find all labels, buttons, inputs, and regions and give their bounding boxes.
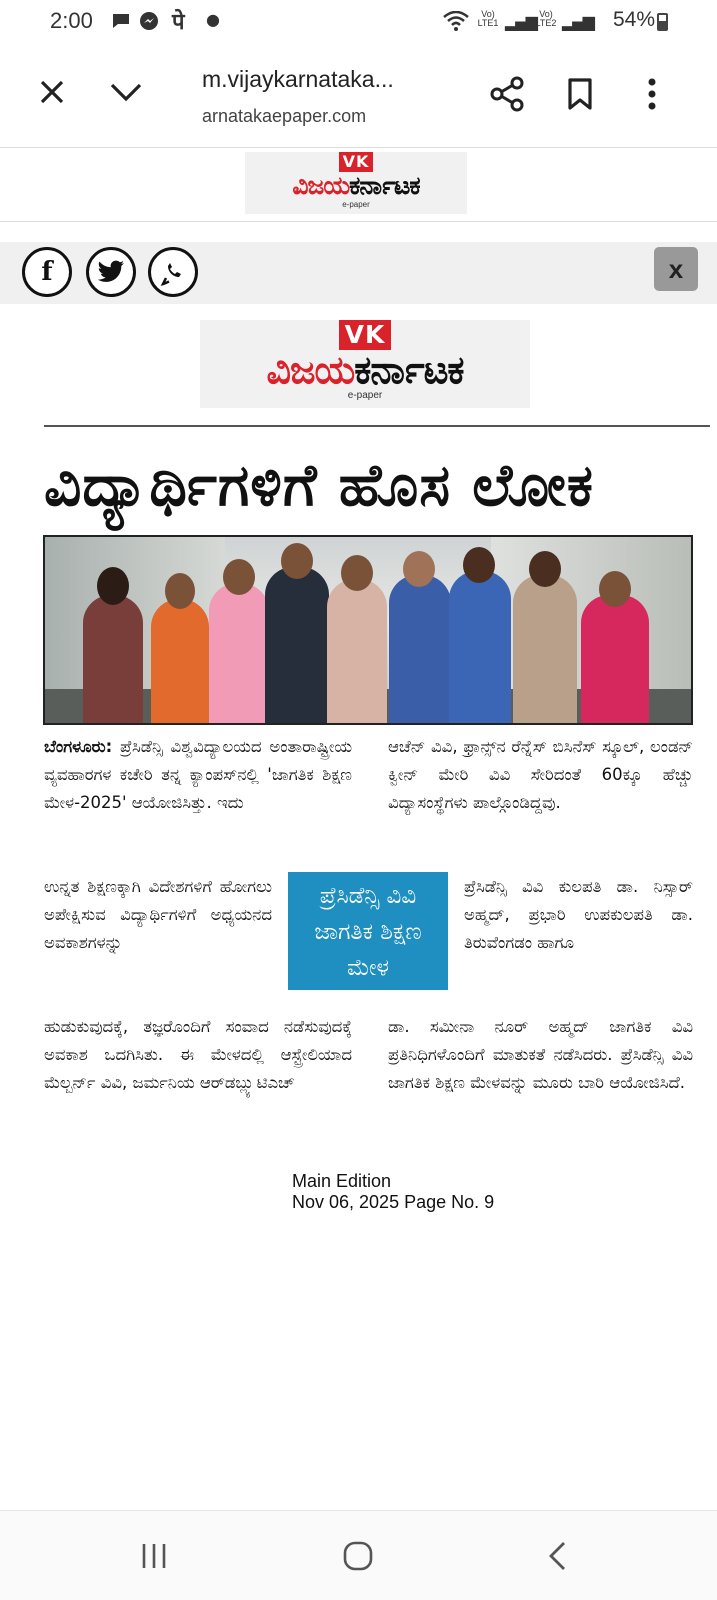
col2-para-3: ಡಾ. ಸಮೀನಾ ನೂರ್ ಅಹ್ಮದ್ ಜಾಗತಿಕ ವಿವಿ ಪ್ರತಿನಿಧಿಗಳೊಂದಿಗೆ ಮಾತುಕತೆ ನಡೆಸಿದರು. ಪ್ರೆಸಿಡೆನ್ಸಿ ವಿವಿ ಜಾಗತಿಕ ಶಿಕ್ಷಣ ಮೇಳವನ್ನು ಮೂರು ಬಾರಿ ಆಯೋಜಿಸಿದೆ.: [388, 1017, 693, 1092]
status-bar: [0, 0, 717, 42]
signal-sim2-icon: ▂▄▆: [562, 12, 593, 31]
share-bar: [0, 242, 717, 304]
person-2: [151, 599, 209, 723]
dateline: ಬೆಂಗಳೂರು:: [44, 737, 113, 756]
more-vert-icon[interactable]: [640, 74, 664, 114]
site-logo[interactable]: [245, 152, 467, 214]
chat-bubble-icon: [110, 10, 132, 32]
person-7-head: [463, 547, 495, 583]
person-8-head: [529, 551, 561, 587]
person-4-head: [281, 543, 313, 579]
close-icon[interactable]: [32, 72, 72, 112]
home-icon[interactable]: [336, 1533, 380, 1579]
status-time: 2:00: [50, 8, 93, 33]
pullquote-line-3: ಮೇಳ: [347, 955, 389, 981]
article-logo-name: [200, 350, 530, 390]
person-5: [327, 579, 387, 723]
sim2-label: Vo) LTE2: [535, 9, 557, 28]
edition-name: Main Edition: [292, 1171, 392, 1191]
col1-para-2: ಉನ್ನತ ಶಿಕ್ಷಣಕ್ಕಾಗಿ ವಿದೇಶಗಳಿಗೆ ಹೋಗಲು ಅಪೇಕ್ಷಿಸುವ ವಿದ್ಯಾರ್ಥಿಗಳಿಗೆ ಅಧ್ಯಯನದ ಅವಕಾಶಗಳನ್ನು: [44, 877, 272, 952]
share-icon[interactable]: [487, 74, 527, 114]
phonepe-icon: पे: [172, 10, 189, 35]
article-column-2-bottom: [388, 1013, 693, 1097]
person-4: [265, 567, 329, 723]
col1-text-1: ಪ್ರೆಸಿಡೆನ್ಸಿ ವಿಶ್ವವಿದ್ಯಾಲಯದ ಅಂತಾರಾಷ್ಟ್ರೀಯ ವ್ಯವಹಾರಗಳ ಕಚೇರಿ ತನ್ನ ಕ್ಯಾಂಪಸ್‌ನಲ್ಲಿ 'ಜಾಗತಿಕ ಶಿಕ್ಷಣ ಮೇಳ-2025' ಆಯೋಜಿಸಿತ್ತು. ಇದು: [44, 737, 352, 812]
logo-name-black: ಕರ್ನಾಟಕ: [349, 171, 420, 200]
person-7: [449, 571, 511, 723]
article-column-1-wrap: [44, 873, 272, 957]
system-nav-bar: [0, 1510, 717, 1600]
person-1: [83, 595, 143, 723]
battery-percent: 54%: [612, 8, 655, 31]
dot-icon: ●: [206, 10, 224, 29]
article-column-1-bottom: [44, 1013, 352, 1097]
twitter-icon[interactable]: [86, 247, 136, 297]
article-logo: [200, 320, 530, 408]
pullquote-box: [288, 872, 448, 990]
person-9: [581, 595, 649, 723]
pullquote-line-2: ಜಾಗತಿಕ ಶಿಕ್ಷಣ: [314, 919, 422, 945]
pullquote-line-1: ಪ್ರೆಸಿಡೆನ್ಸಿ ವಿವಿ: [319, 883, 417, 909]
recents-icon[interactable]: [134, 1533, 174, 1579]
person-3: [209, 583, 269, 723]
facebook-icon[interactable]: f: [22, 247, 72, 297]
person-8: [513, 575, 577, 723]
article-logo-name-red: ವಿಜಯ: [266, 348, 355, 392]
close-share-button[interactable]: x: [654, 247, 698, 291]
headline: ವಿದ್ಯಾರ್ಥಿಗಳಿಗೆ ಹೊಸ ಲೋಕ: [44, 451, 594, 519]
person-5-head: [341, 555, 373, 591]
article-logo-name-black: ಕರ್ನಾಟಕ: [354, 348, 464, 392]
col2-para-2: ಪ್ರೆಸಿಡೆನ್ಸಿ ವಿವಿ ಕುಲಪತಿ ಡಾ. ನಿಸ್ಸಾರ್ ಅಹ್ಮದ್, ಪ್ರಭಾರಿ ಉಪಕುಲಪತಿ ಡಾ. ತಿರುವೆಂಗಡಂ ಹಾಗೂ: [464, 877, 693, 952]
messenger-icon: [138, 10, 160, 32]
logo-name: [245, 172, 467, 200]
url-domain[interactable]: arnatakaepaper.com: [202, 106, 367, 126]
person-2-head: [165, 573, 195, 609]
whatsapp-icon[interactable]: [148, 247, 198, 297]
browser-toolbar: [0, 44, 717, 148]
url-title[interactable]: m.vijaykarnataka...: [202, 66, 394, 92]
article-column-2-wrap: [464, 873, 693, 957]
logo-name-red: ವಿಜಯ: [292, 171, 350, 200]
person-9-head: [599, 571, 631, 607]
col1-para-3: ಹುಡುಕುವುದಕ್ಕೆ, ತಜ್ಞರೊಂದಿಗೆ ಸಂವಾದ ನಡೆಸುವುದಕ್ಕೆ ಅವಕಾಶ ಒದಗಿಸಿತು. ಈ ಮೇಳದಲ್ಲಿ ಆಸ್ಟ್ರೇಲಿಯಾದ ಮೆಲ್ಬರ್ನ್ ವಿವಿ, ಜರ್ಮನಿಯ ಆರ್‌ಡಬ್ಲ್ಯುಟಿಎಚ್: [44, 1017, 352, 1092]
person-1-head: [97, 567, 129, 605]
article-logo-tagline: e-paper: [347, 390, 383, 401]
article-photo: [43, 535, 693, 725]
edition-info: [292, 1171, 494, 1213]
logo-tagline: e-paper: [342, 200, 370, 209]
person-3-head: [223, 559, 255, 595]
col1-para-1: [44, 733, 352, 817]
chevron-down-icon[interactable]: [106, 72, 146, 112]
logo-badge: VK: [339, 152, 374, 172]
person-6: [389, 575, 451, 723]
person-6-head: [403, 551, 435, 587]
article-column-1: [44, 733, 352, 817]
header-rule: [44, 425, 710, 427]
back-icon[interactable]: [538, 1533, 578, 1579]
signal-sim1-icon: ▂▄▆: [505, 12, 536, 31]
col2-para-1: ಆಚೆನ್ ವಿವಿ, ಫ್ರಾನ್ಸ್‌ನ ರೆನ್ನೆಸ್ ಬಿಸಿನೆಸ್ ಸ್ಕೂಲ್, ಲಂಡನ್ ಕ್ವೀನ್ ಮೇರಿ ವಿವಿ ಸೇರಿದಂತೆ 60ಕ್ಕೂ ಹೆಚ್ಚು ವಿದ್ಯಾಸಂಸ್ಥೆಗಳು ಪಾಲ್ಗೊಂಡಿದ್ದವು.: [388, 737, 693, 812]
edition-date-page: Nov 06, 2025 Page No. 9: [292, 1192, 495, 1212]
bookmark-icon[interactable]: [562, 74, 598, 114]
battery-icon: [657, 13, 668, 31]
article-logo-badge: VK: [339, 320, 392, 350]
sim1-label: Vo) LTE1: [477, 9, 499, 28]
site-header: [0, 150, 717, 222]
wifi-icon: [443, 11, 469, 31]
article-column-2: [388, 733, 693, 817]
